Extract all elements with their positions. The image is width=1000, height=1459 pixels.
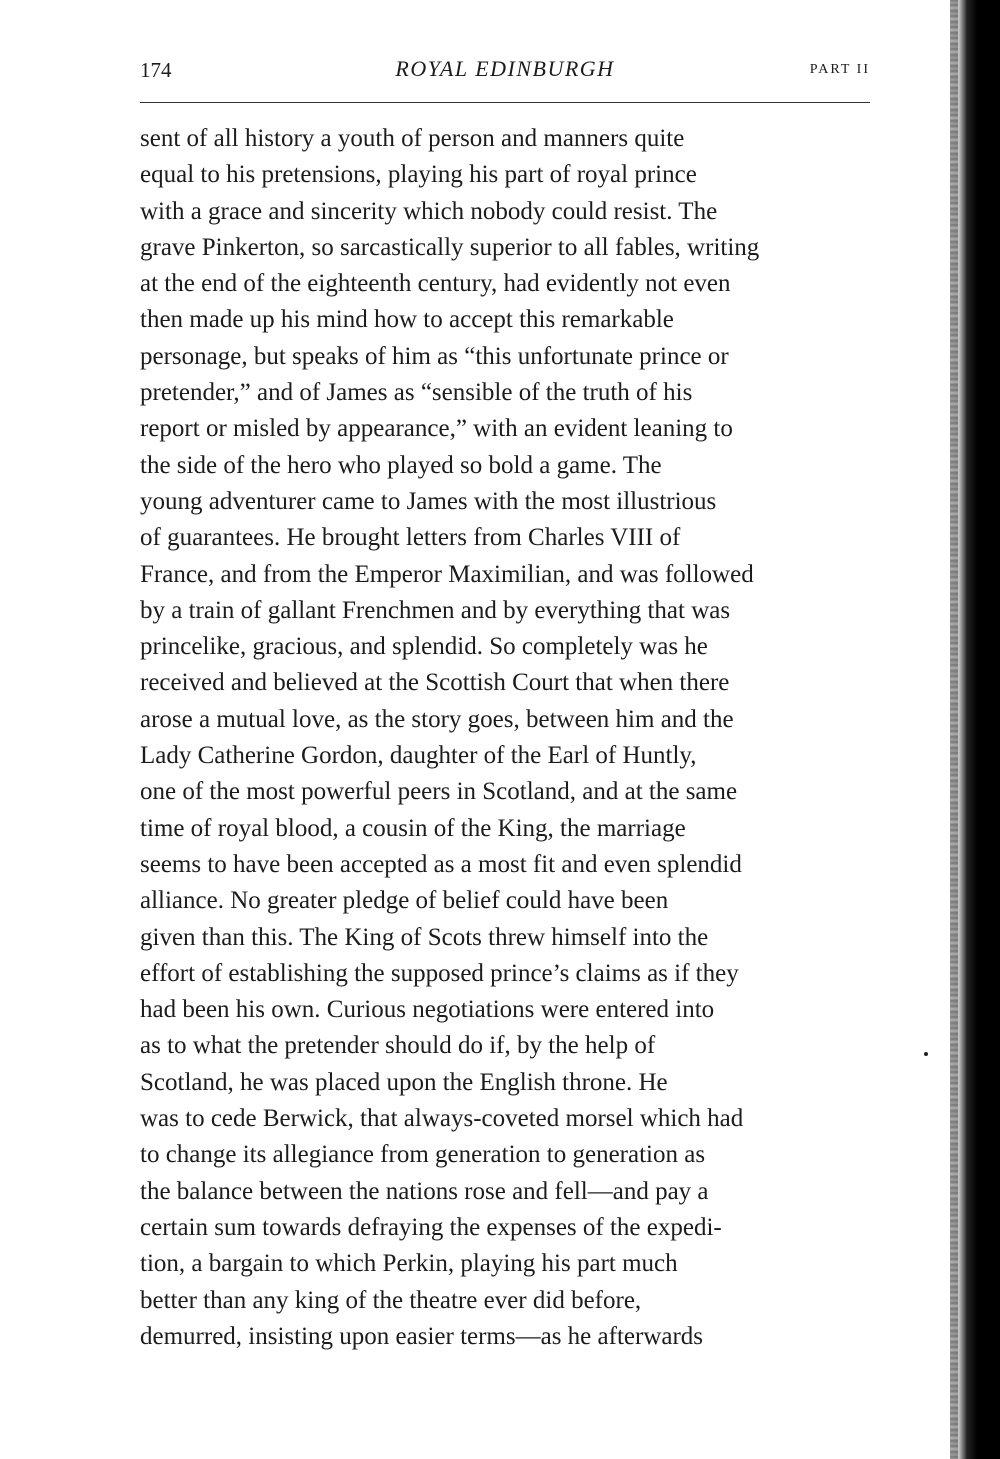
text-line: Scotland, he was placed upon the English throne. He: [140, 1068, 668, 1096]
text-line: France, and from the Emperor Maximilian, and was followed: [140, 560, 754, 588]
text-line: equal to his pretensions, playing his part of royal prince: [140, 161, 697, 189]
ink-speck: [924, 1052, 928, 1056]
text-line: Lady Catherine Gordon, daughter of the Earl of Huntly,: [140, 742, 697, 770]
body-text: [140, 121, 870, 1355]
text-line: pretender,” and of James as “sensible of the truth of his: [140, 379, 693, 407]
page-header: [140, 58, 870, 98]
text-line: demurred, insisting upon easier terms—as he afterwards: [140, 1322, 704, 1350]
text-line: certain sum towards defraying the expenses of the expedi-: [140, 1213, 722, 1241]
text-line: with a grace and sincerity which nobody could resist. The: [140, 197, 718, 225]
text-line: was to cede Berwick, that always-coveted morsel which had: [140, 1105, 744, 1133]
text-line: the balance between the nations rose and fell—and pay a: [140, 1177, 709, 1205]
page-number: 174: [140, 58, 172, 82]
text-line: arose a mutual love, as the story goes, between him and the: [140, 705, 734, 733]
part-label: PART II: [809, 62, 870, 77]
text-line: the side of the hero who played so bold a game. The: [140, 451, 662, 479]
text-line: report or misled by appearance,” with an evident leaning to: [140, 415, 733, 443]
text-line: then made up his mind how to accept this remarkable: [140, 306, 674, 334]
text-line: as to what the pretender should do if, by the help of: [140, 1032, 656, 1060]
running-title: ROYAL EDINBURGH: [395, 56, 615, 81]
text-line: young adventurer came to James with the most illustrious: [140, 487, 717, 515]
text-line: given than this. The King of Scots threw himself into the: [140, 923, 709, 951]
text-line: of guarantees. He brought letters from Charles VIII of: [140, 524, 681, 552]
text-line: seems to have been accepted as a most fit and even splendid: [140, 850, 742, 878]
text-line: time of royal blood, a cousin of the King, the marriage: [140, 814, 686, 842]
text-line: better than any king of the theatre ever did before,: [140, 1286, 642, 1314]
text-line: at the end of the eighteenth century, had evidently not even: [140, 270, 731, 298]
book-spine-texture: [950, 0, 958, 1459]
text-line: received and believed at the Scottish Court that when there: [140, 669, 730, 697]
text-line: grave Pinkerton, so sarcastically superior to all fables, writing: [140, 233, 760, 261]
text-line: had been his own. Curious negotiations were entered into: [140, 996, 715, 1024]
text-line: tion, a bargain to which Perkin, playing his part much: [140, 1250, 678, 1278]
text-line: effort of establishing the supposed prince’s claims as if they: [140, 959, 739, 987]
text-line: by a train of gallant Frenchmen and by everything that was: [140, 596, 731, 624]
text-line: personage, but speaks of him as “this unfortunate prince or: [140, 342, 729, 370]
text-line: princelike, gracious, and splendid. So completely was he: [140, 633, 708, 661]
text-line: sent of all history a youth of person and manners quite: [140, 125, 685, 152]
header-rule: [140, 102, 870, 103]
text-line: to change its allegiance from generation to generation as: [140, 1141, 706, 1169]
text-line: one of the most powerful peers in Scotland, and at the same: [140, 778, 738, 806]
text-line: alliance. No greater pledge of belief could have been: [140, 887, 669, 915]
